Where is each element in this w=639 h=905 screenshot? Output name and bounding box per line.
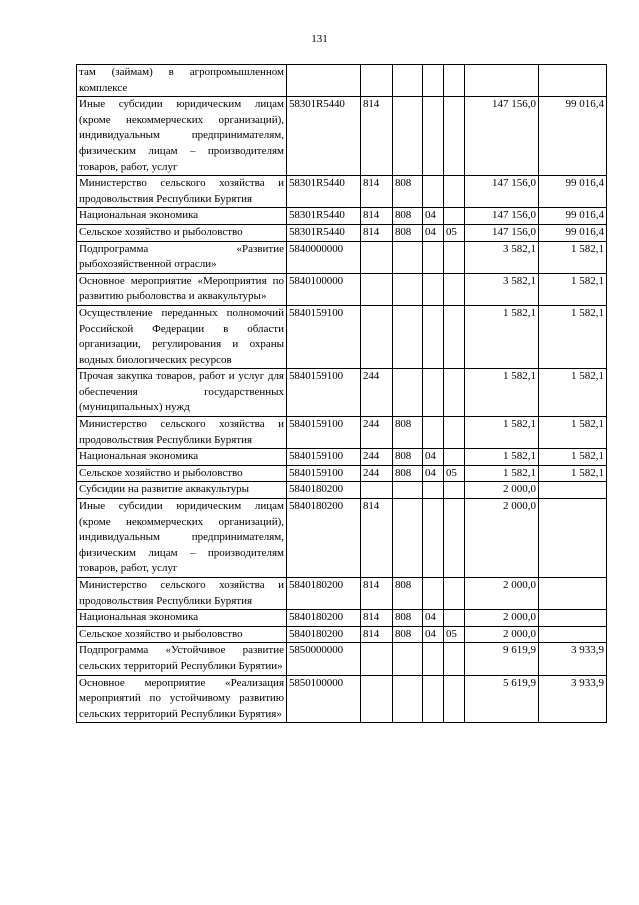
subsection-code-cell xyxy=(444,482,465,499)
amount-first-cell: 2 000,0 xyxy=(465,482,539,499)
row-name-cell: Национальная экономика xyxy=(77,208,287,225)
amount-second-cell: 1 582,1 xyxy=(539,417,607,449)
ministry-code-cell: 808 xyxy=(393,208,423,225)
table-row xyxy=(77,208,607,225)
section-code-cell xyxy=(423,578,444,610)
table-row xyxy=(77,482,607,499)
section-code-cell xyxy=(423,499,444,578)
target-article-code-cell: 58301R5440 xyxy=(287,176,361,208)
table-row xyxy=(77,65,607,97)
section-code-cell xyxy=(423,643,444,675)
target-article-code-cell: 5840159100 xyxy=(287,305,361,368)
amount-second-cell: 99 016,4 xyxy=(539,97,607,176)
row-name-cell: Национальная экономика xyxy=(77,610,287,627)
subsection-code-cell xyxy=(444,578,465,610)
table-row xyxy=(77,273,607,305)
amount-second-cell: 1 582,1 xyxy=(539,449,607,466)
amount-first-cell: 1 582,1 xyxy=(465,417,539,449)
amount-first-cell: 2 000,0 xyxy=(465,626,539,643)
subsection-code-cell xyxy=(444,305,465,368)
ministry-code-cell xyxy=(393,241,423,273)
table-row xyxy=(77,499,607,578)
table-row xyxy=(77,97,607,176)
ministry-code-cell: 808 xyxy=(393,626,423,643)
section-code-cell xyxy=(423,675,444,723)
expense-type-code-cell: 814 xyxy=(361,224,393,241)
amount-second-cell: 1 582,1 xyxy=(539,305,607,368)
expense-type-code-cell: 244 xyxy=(361,417,393,449)
subsection-code-cell: 05 xyxy=(444,224,465,241)
target-article-code-cell: 5840180200 xyxy=(287,610,361,627)
ministry-code-cell: 808 xyxy=(393,449,423,466)
table-row xyxy=(77,449,607,466)
table-row xyxy=(77,675,607,723)
section-code-cell: 04 xyxy=(423,626,444,643)
amount-first-cell: 2 000,0 xyxy=(465,610,539,627)
amount-second-cell: 99 016,4 xyxy=(539,224,607,241)
amount-first-cell: 2 000,0 xyxy=(465,578,539,610)
section-code-cell xyxy=(423,417,444,449)
amount-second-cell: 1 582,1 xyxy=(539,465,607,482)
table-body xyxy=(77,65,607,723)
subsection-code-cell xyxy=(444,643,465,675)
amount-first-cell: 2 000,0 xyxy=(465,499,539,578)
target-article-code-cell xyxy=(287,65,361,97)
expense-type-code-cell xyxy=(361,643,393,675)
expense-type-code-cell: 814 xyxy=(361,97,393,176)
section-code-cell xyxy=(423,305,444,368)
amount-first-cell: 147 156,0 xyxy=(465,176,539,208)
expense-type-code-cell xyxy=(361,675,393,723)
target-article-code-cell: 58301R5440 xyxy=(287,224,361,241)
target-article-code-cell: 5840159100 xyxy=(287,369,361,417)
row-name-cell: Национальная экономика xyxy=(77,449,287,466)
target-article-code-cell: 5840100000 xyxy=(287,273,361,305)
amount-first-cell xyxy=(465,65,539,97)
target-article-code-cell: 5840180200 xyxy=(287,499,361,578)
expense-type-code-cell: 244 xyxy=(361,465,393,482)
row-name-cell: Основное мероприятие «Реализация мероприятий по устойчивому развитию сельских территорий Республики Бурятия» xyxy=(77,675,287,723)
target-article-code-cell: 5840180200 xyxy=(287,482,361,499)
row-name-cell: Основное мероприятие «Мероприятия по развитию рыболовства и аквакультуры» xyxy=(77,273,287,305)
expense-type-code-cell: 814 xyxy=(361,578,393,610)
ministry-code-cell: 808 xyxy=(393,465,423,482)
expense-type-code-cell: 814 xyxy=(361,176,393,208)
subsection-code-cell: 05 xyxy=(444,626,465,643)
amount-second-cell xyxy=(539,65,607,97)
row-name-cell: Сельское хозяйство и рыболовство xyxy=(77,465,287,482)
table-row xyxy=(77,626,607,643)
amount-second-cell xyxy=(539,482,607,499)
table-row xyxy=(77,610,607,627)
target-article-code-cell: 5840180200 xyxy=(287,578,361,610)
expense-type-code-cell: 814 xyxy=(361,626,393,643)
row-name-cell: Прочая закупка товаров, работ и услуг для обеспечения государственных (муниципальных) нужд xyxy=(77,369,287,417)
ministry-code-cell xyxy=(393,643,423,675)
ministry-code-cell: 808 xyxy=(393,176,423,208)
expense-type-code-cell xyxy=(361,65,393,97)
amount-first-cell: 147 156,0 xyxy=(465,97,539,176)
amount-first-cell: 147 156,0 xyxy=(465,224,539,241)
row-name-cell: Сельское хозяйство и рыболовство xyxy=(77,224,287,241)
amount-first-cell: 3 582,1 xyxy=(465,273,539,305)
section-code-cell: 04 xyxy=(423,610,444,627)
subsection-code-cell xyxy=(444,499,465,578)
amount-second-cell: 1 582,1 xyxy=(539,273,607,305)
amount-second-cell: 99 016,4 xyxy=(539,208,607,225)
ministry-code-cell xyxy=(393,273,423,305)
amount-first-cell: 1 582,1 xyxy=(465,305,539,368)
table-row xyxy=(77,465,607,482)
expense-type-code-cell xyxy=(361,241,393,273)
section-code-cell xyxy=(423,482,444,499)
row-name-cell: там (займам) в агропромышленном комплексе xyxy=(77,65,287,97)
ministry-code-cell xyxy=(393,499,423,578)
section-code-cell xyxy=(423,241,444,273)
row-name-cell: Министерство сельского хозяйства и продовольствия Республики Бурятия xyxy=(77,578,287,610)
table-row xyxy=(77,578,607,610)
table-row xyxy=(77,417,607,449)
ministry-code-cell: 808 xyxy=(393,610,423,627)
table-row xyxy=(77,643,607,675)
ministry-code-cell xyxy=(393,482,423,499)
row-name-cell: Иные субсидии юридическим лицам (кроме некоммерческих организаций), индивидуальным предпринимателям, физическим лицам – производителям товаров, работ, услуг xyxy=(77,499,287,578)
expense-type-code-cell: 244 xyxy=(361,449,393,466)
row-name-cell: Министерство сельского хозяйства и продовольствия Республики Бурятия xyxy=(77,176,287,208)
row-name-cell: Осуществление переданных полномочий Российской Федерации в области организации, регулирования и охраны водных биологических ресурсов xyxy=(77,305,287,368)
section-code-cell xyxy=(423,273,444,305)
section-code-cell: 04 xyxy=(423,208,444,225)
ministry-code-cell: 808 xyxy=(393,417,423,449)
subsection-code-cell xyxy=(444,208,465,225)
table-row xyxy=(77,224,607,241)
expense-type-code-cell: 244 xyxy=(361,369,393,417)
amount-second-cell: 3 933,9 xyxy=(539,643,607,675)
subsection-code-cell xyxy=(444,176,465,208)
subsection-code-cell: 05 xyxy=(444,465,465,482)
ministry-code-cell xyxy=(393,369,423,417)
subsection-code-cell xyxy=(444,241,465,273)
row-name-cell: Подпрограмма «Развитие рыбохозяйственной отрасли» xyxy=(77,241,287,273)
section-code-cell: 04 xyxy=(423,449,444,466)
table-row xyxy=(77,241,607,273)
target-article-code-cell: 5840159100 xyxy=(287,465,361,482)
expense-type-code-cell xyxy=(361,305,393,368)
target-article-code-cell: 5840159100 xyxy=(287,449,361,466)
subsection-code-cell xyxy=(444,65,465,97)
target-article-code-cell: 5840000000 xyxy=(287,241,361,273)
target-article-code-cell: 5840180200 xyxy=(287,626,361,643)
amount-first-cell: 147 156,0 xyxy=(465,208,539,225)
ministry-code-cell xyxy=(393,65,423,97)
expense-type-code-cell: 814 xyxy=(361,610,393,627)
subsection-code-cell xyxy=(444,610,465,627)
target-article-code-cell: 5850000000 xyxy=(287,643,361,675)
subsection-code-cell xyxy=(444,417,465,449)
section-code-cell: 04 xyxy=(423,465,444,482)
section-code-cell xyxy=(423,97,444,176)
target-article-code-cell: 58301R5440 xyxy=(287,97,361,176)
amount-second-cell: 3 933,9 xyxy=(539,675,607,723)
ministry-code-cell xyxy=(393,97,423,176)
amount-second-cell xyxy=(539,578,607,610)
ministry-code-cell xyxy=(393,305,423,368)
amount-second-cell xyxy=(539,626,607,643)
amount-first-cell: 5 619,9 xyxy=(465,675,539,723)
target-article-code-cell: 5850100000 xyxy=(287,675,361,723)
amount-first-cell: 1 582,1 xyxy=(465,449,539,466)
amount-first-cell: 1 582,1 xyxy=(465,465,539,482)
expense-type-code-cell xyxy=(361,273,393,305)
page-number: 131 xyxy=(311,33,328,45)
amount-first-cell: 9 619,9 xyxy=(465,643,539,675)
subsection-code-cell xyxy=(444,273,465,305)
amount-first-cell: 1 582,1 xyxy=(465,369,539,417)
row-name-cell: Министерство сельского хозяйства и продовольствия Республики Бурятия xyxy=(77,417,287,449)
ministry-code-cell: 808 xyxy=(393,224,423,241)
subsection-code-cell xyxy=(444,449,465,466)
ministry-code-cell: 808 xyxy=(393,578,423,610)
budget-table xyxy=(76,64,607,723)
table-row xyxy=(77,369,607,417)
expense-type-code-cell xyxy=(361,482,393,499)
row-name-cell: Сельское хозяйство и рыболовство xyxy=(77,626,287,643)
amount-second-cell: 99 016,4 xyxy=(539,176,607,208)
target-article-code-cell: 5840159100 xyxy=(287,417,361,449)
table-row xyxy=(77,305,607,368)
ministry-code-cell xyxy=(393,675,423,723)
row-name-cell: Иные субсидии юридическим лицам (кроме некоммерческих организаций), индивидуальным предпринимателям, физическим лицам – производителям товаров, работ, услуг xyxy=(77,97,287,176)
subsection-code-cell xyxy=(444,675,465,723)
row-name-cell: Субсидии на развитие аквакультуры xyxy=(77,482,287,499)
row-name-cell: Подпрограмма «Устойчивое развитие сельских территорий Республики Бурятии» xyxy=(77,643,287,675)
section-code-cell xyxy=(423,65,444,97)
amount-second-cell: 1 582,1 xyxy=(539,369,607,417)
amount-first-cell: 3 582,1 xyxy=(465,241,539,273)
table-row xyxy=(77,176,607,208)
target-article-code-cell: 58301R5440 xyxy=(287,208,361,225)
amount-second-cell: 1 582,1 xyxy=(539,241,607,273)
section-code-cell: 04 xyxy=(423,224,444,241)
expense-type-code-cell: 814 xyxy=(361,499,393,578)
subsection-code-cell xyxy=(444,97,465,176)
expense-type-code-cell: 814 xyxy=(361,208,393,225)
section-code-cell xyxy=(423,369,444,417)
amount-second-cell xyxy=(539,499,607,578)
section-code-cell xyxy=(423,176,444,208)
subsection-code-cell xyxy=(444,369,465,417)
amount-second-cell xyxy=(539,610,607,627)
